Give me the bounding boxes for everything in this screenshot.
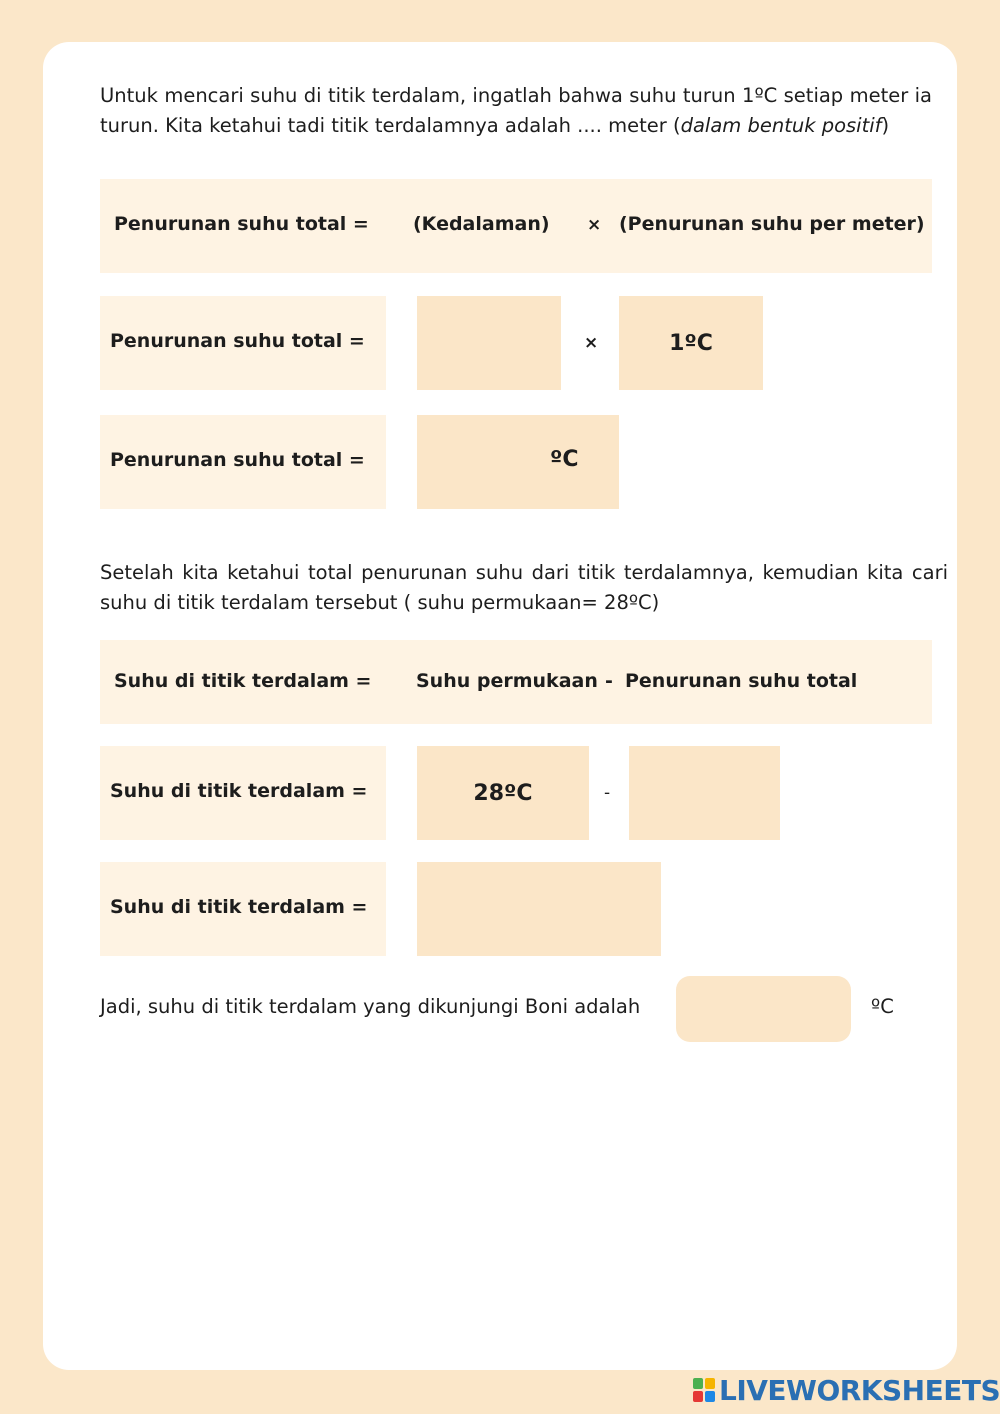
formula1-per-meter: (Penurunan suhu per meter) — [619, 213, 925, 235]
formula2-label: Suhu di titik terdalam = — [114, 670, 372, 692]
intro-paragraph: Untuk mencari suhu di titik terdalam, ingatlah bahwa suhu turun 1ºC setiap meter ia turun. Kita ketahui tadi titik terdalamnya adalah .... meter (dalam bentuk positif) — [100, 84, 932, 137]
surface-temp-value: 28ºC — [417, 746, 589, 840]
total-drop-input[interactable] — [417, 415, 619, 509]
liveworksheets-wordmark: LIVEWORKSHEETS — [719, 1373, 1000, 1407]
second-paragraph: Setelah kita ketahui total penurunan suhu dari titik terdalamnya, kemudian kita cari suhu di titik terdalam tersebut ( suhu permukaan= 28ºC) — [100, 561, 948, 614]
row2-unit: ºC — [550, 447, 579, 472]
liveworksheets-logo — [693, 1374, 1000, 1406]
row1-times: × — [584, 333, 599, 353]
deepest-temp-input[interactable] — [417, 862, 661, 956]
row4-label: Suhu di titik terdalam = — [110, 896, 368, 918]
formula1-label: Penurunan suhu total = — [114, 213, 369, 235]
per-meter-value: 1ºC — [619, 296, 763, 390]
depth-input[interactable] — [417, 296, 561, 390]
row1-label: Penurunan suhu total = — [110, 330, 365, 352]
formula1-depth: (Kedalaman) — [413, 213, 550, 235]
formula1-times: × — [587, 215, 602, 235]
row2-label: Penurunan suhu total = — [110, 449, 365, 471]
row3-label: Suhu di titik terdalam = — [110, 780, 368, 802]
conclusion-text: Jadi, suhu di titik terdalam yang dikunjungi Boni adalah — [100, 995, 641, 1018]
total-drop-input-2[interactable] — [629, 746, 780, 840]
liveworksheets-icon — [693, 1378, 715, 1402]
conclusion-unit: ºC — [871, 995, 894, 1018]
formula2-surface: Suhu permukaan — [416, 670, 598, 692]
final-answer-input[interactable] — [676, 976, 851, 1042]
formula2-total: Penurunan suhu total — [625, 670, 858, 692]
formula2-minus: - — [605, 670, 613, 692]
row3-minus: - — [604, 783, 611, 803]
